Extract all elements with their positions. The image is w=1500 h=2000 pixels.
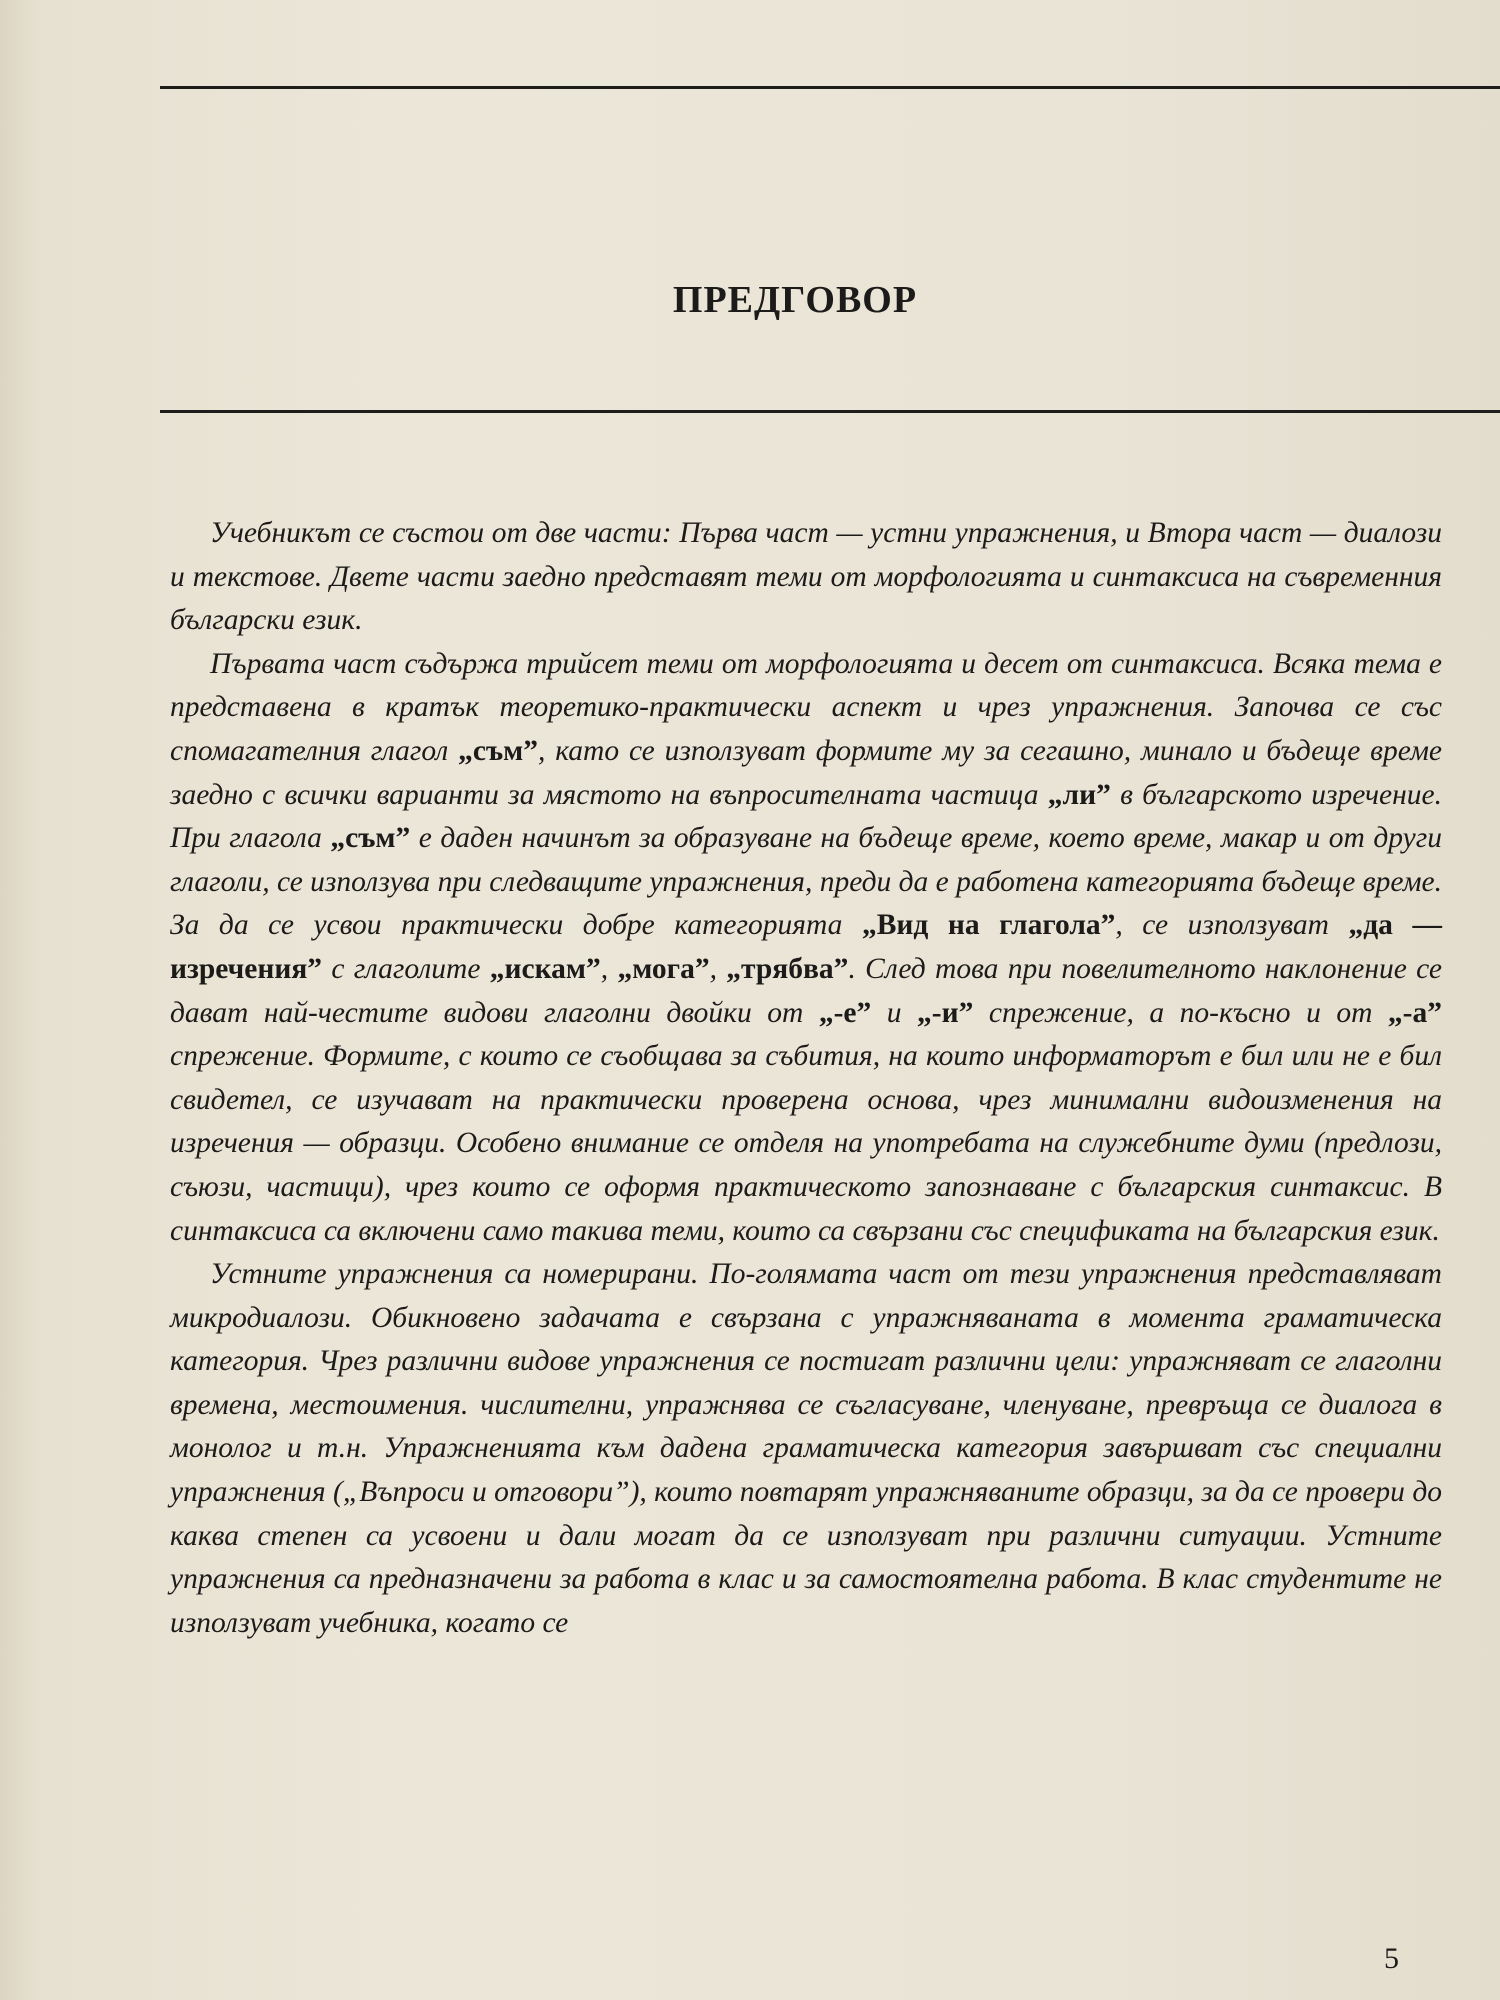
bold-term: „да — изречения”: [170, 909, 1442, 985]
bold-term: „Вид на глагола”: [861, 909, 1116, 942]
text-run: с глаголите: [322, 952, 490, 985]
bold-term: „-и”: [917, 996, 974, 1029]
bold-term: „ли”: [1047, 778, 1111, 811]
bold-term: „-е”: [818, 996, 872, 1029]
paragraph-1: [170, 512, 1442, 643]
page-number: 5: [1384, 1942, 1399, 1975]
paragraph-2: [170, 643, 1442, 1253]
text-run: , се използуват: [1115, 909, 1349, 942]
bold-term: „мога”: [617, 952, 710, 985]
title-rule: [160, 410, 1500, 413]
text-run: ,: [709, 952, 727, 985]
text-run: Учебникът се състои от две части: Първа част — устни упражнения, и Втора част — диалози и текстове. Двете части заедно представят теми от морфологията и синтаксиса на съвременния български език.: [170, 517, 1442, 637]
text-run: спрежение. Формите, с които се съобщава за събития, на които информаторът е бил или не е бил свидетел, се изучават на практически проверена основа, чрез минимални видоизменения на изречения — образци. Особено внимание се отделя на употребата на служебните думи (предлози, съюзи, частици), чрез които се оформя практическото запознаване с българския синтаксис. В синтаксиса са включени само такива теми, които са свързани със спецификата на българския език.: [170, 1040, 1442, 1247]
text-run: в българското изречение. При глагола: [170, 778, 1442, 855]
bold-term: „трябва”: [726, 952, 849, 985]
bold-term: „съм”: [330, 822, 411, 855]
text-run: Първата част съдържа трийсет теми от морфологията и десет от синтаксиса. Всяка тема е представена в кратък теоретико-практически аспект и чрез упражнения. Започва се със спомагателния глагол: [170, 647, 1442, 767]
text-run: , като се използуват формите му за сегашно, минало и бъдеще време заедно с всички варианти за мястото на въпросителната частица: [170, 734, 1442, 811]
bold-term: „съм”: [458, 734, 539, 767]
text-run: е даден начинът за образуване на бъдеще време, което време, макар и от други глаголи, се използува при следващите упражнения, преди да е работена категорията бъдеще време. За да се усвои практически добре категорията: [170, 822, 1442, 942]
text-run: Устните упражнения са номерирани. По-голямата част от тези упражнения представляват микродиалози. Обикновено задачата е свързана с упражняваната в момента граматическа категория. Чрез различни видове упражнения се постигат различни цели: упражняват се глаголни времена, местоимения. числителни, упражнява се съгласуване, членуване, превръща се диалога в монолог и т.н. Упражненията към дадена граматическа категория завършват със специални упражнения („Въпроси и отговори”), които повтарят упражняваните образци, за да се провери до каква степен са усвоени и дали могат да се използуват при различни ситуации. Устните упражнения са предназначени за работа в клас и за самостоятелна работа. В клас студентите не използуват учебника, когато се: [170, 1258, 1442, 1639]
bold-term: „искам”: [489, 952, 601, 985]
text-run: спрежение, а по-късно и от: [973, 996, 1388, 1029]
bold-term: „-а”: [1387, 996, 1442, 1029]
text-run: и: [871, 996, 918, 1029]
text-run: . След това при повелителното наклонение се дават най-честите видови глаголни двойки от: [170, 952, 1442, 1029]
page-title: ПРЕДГОВОР: [672, 279, 918, 321]
body-text: [170, 512, 1442, 1645]
paragraph-3: [170, 1253, 1442, 1645]
text-run: ,: [600, 952, 618, 985]
top-rule: [160, 86, 1500, 89]
